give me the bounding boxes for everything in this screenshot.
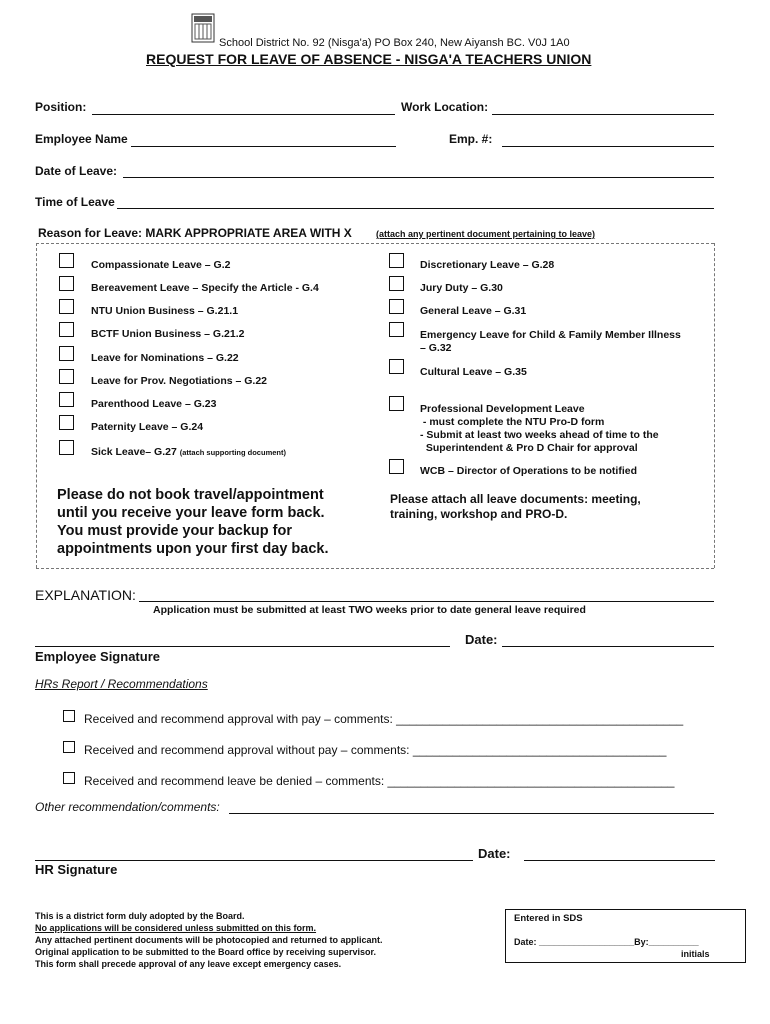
employee-date-label: Date: — [465, 632, 498, 647]
nominations-checkbox[interactable] — [59, 346, 74, 361]
sds-date-by: Date: ___________________By:__________ — [514, 937, 699, 947]
form-title: REQUEST FOR LEAVE OF ABSENCE - NISGA'A TEACHERS UNION — [146, 51, 592, 67]
hr-date-field[interactable] — [524, 860, 715, 861]
reason-frame-right — [714, 243, 715, 568]
reason-frame-bottom — [36, 568, 714, 569]
position-field[interactable] — [92, 114, 395, 115]
prod-leave-option-line3: - Submit at least two weeks ahead of time to the — [420, 429, 659, 441]
discretionary-checkbox[interactable] — [389, 253, 404, 268]
emergency-leave-option-line1: Emergency Leave for Child & Family Member Illness — [420, 329, 681, 341]
attach-note-line1: Please attach all leave documents: meeting, — [390, 492, 641, 506]
footer-line5: This form shall precede approval of any leave except emergency cases. — [35, 959, 342, 969]
reason-label: Reason for Leave: MARK APPROPRIATE AREA WITH X — [38, 226, 352, 240]
footer-line3: Any attached pertinent documents will be photocopied and returned to applicant. — [35, 935, 383, 945]
bctf-union-checkbox[interactable] — [59, 322, 74, 337]
approve-with-pay-option: Received and recommend approval with pay – comments: ___________________________________________ — [84, 712, 684, 726]
approve-without-pay-checkbox[interactable] — [63, 741, 75, 753]
prod-leave-option-line2: - must complete the NTU Pro-D form — [420, 416, 605, 428]
paternity-checkbox[interactable] — [59, 415, 74, 430]
district-logo — [191, 13, 215, 43]
negotiations-checkbox[interactable] — [59, 369, 74, 384]
time-of-leave-field[interactable] — [117, 208, 714, 209]
time-of-leave-label: Time of Leave — [35, 195, 115, 209]
negotiations-option: Leave for Prov. Negotiations – G.22 — [91, 375, 268, 387]
wcb-option: WCB – Director of Operations to be notified — [420, 465, 638, 477]
employee-signature-field[interactable] — [35, 646, 450, 647]
approve-without-pay-option: Received and recommend approval without pay – comments: ______________________________________ — [84, 743, 667, 757]
parenthood-checkbox[interactable] — [59, 392, 74, 407]
explanation-label: EXPLANATION: — [35, 587, 136, 603]
date-of-leave-label: Date of Leave: — [35, 164, 118, 178]
prod-leave-option-line1: Professional Development Leave — [420, 403, 585, 415]
compassionate-checkbox[interactable] — [59, 253, 74, 268]
booking-warning-line1: Please do not book travel/appointment — [57, 487, 324, 503]
ntu-union-checkbox[interactable] — [59, 299, 74, 314]
approve-with-pay-checkbox[interactable] — [63, 710, 75, 722]
sick-leave-label: Sick Leave– G.27 — [91, 446, 177, 458]
hr-date-label: Date: — [478, 846, 511, 861]
cultural-leave-option: Cultural Leave – G.35 — [420, 366, 527, 378]
sds-title: Entered in SDS — [514, 913, 583, 924]
hr-signature-label: HR Signature — [35, 862, 118, 877]
booking-warning-line4: appointments upon your first day back. — [57, 541, 329, 557]
hr-heading: HRs Report / Recommendations — [35, 677, 208, 691]
cultural-leave-checkbox[interactable] — [389, 359, 404, 374]
footer-line4: Original application to be submitted to the Board office by receiving supervisor. — [35, 947, 377, 957]
compassionate-option: Compassionate Leave – G.2 — [91, 259, 231, 271]
emergency-leave-option-line2: – G.32 — [420, 342, 452, 354]
reason-note: (attach any pertinent document pertaining to leave) — [376, 229, 596, 239]
work-location-field[interactable] — [492, 114, 714, 115]
wcb-checkbox[interactable] — [389, 459, 404, 474]
emp-number-field[interactable] — [502, 146, 714, 147]
other-comments-label: Other recommendation/comments: — [35, 800, 220, 814]
prod-leave-checkbox[interactable] — [389, 396, 404, 411]
date-of-leave-field[interactable] — [123, 177, 714, 178]
booking-warning-line2: until you receive your leave form back. — [57, 505, 325, 521]
ntu-union-option: NTU Union Business – G.21.1 — [91, 305, 239, 317]
emergency-leave-checkbox[interactable] — [389, 322, 404, 337]
employee-signature-label: Employee Signature — [35, 649, 160, 664]
work-location-label: Work Location: — [401, 100, 489, 114]
bereavement-option: Bereavement Leave – Specify the Article - G.4 — [91, 282, 319, 294]
employee-name-label: Employee Name — [35, 132, 128, 146]
prod-leave-option-line4: Superintendent & Pro D Chair for approval — [420, 442, 638, 454]
general-leave-checkbox[interactable] — [389, 299, 404, 314]
sick-leave-option — [91, 446, 286, 459]
deny-option: Received and recommend leave be denied – comments: ___________________________________________ — [84, 774, 675, 788]
paternity-option: Paternity Leave – G.24 — [91, 421, 204, 433]
hr-signature-field[interactable] — [35, 860, 473, 861]
parenthood-option: Parenthood Leave – G.23 — [91, 398, 217, 410]
bctf-union-option: BCTF Union Business – G.21.2 — [91, 328, 245, 340]
attach-note-line2: training, workshop and PRO-D. — [390, 507, 568, 521]
nominations-option: Leave for Nominations – G.22 — [91, 352, 239, 364]
emp-number-label: Emp. #: — [449, 132, 493, 146]
bereavement-checkbox[interactable] — [59, 276, 74, 291]
jury-duty-option: Jury Duty – G.30 — [420, 282, 503, 294]
sick-leave-note: (attach supporting document) — [179, 448, 286, 457]
booking-warning-line3: You must provide your backup for — [57, 523, 292, 539]
other-comments-field[interactable] — [229, 813, 714, 814]
discretionary-option: Discretionary Leave – G.28 — [420, 259, 555, 271]
district-address: School District No. 92 (Nisga'a) PO Box 240, New Aiyansh BC. V0J 1A0 — [219, 37, 570, 49]
employee-name-field[interactable] — [131, 146, 396, 147]
position-label: Position: — [35, 100, 87, 114]
jury-duty-checkbox[interactable] — [389, 276, 404, 291]
reason-frame-top — [36, 243, 714, 244]
footer-line1: This is a district form duly adopted by the Board. — [35, 911, 245, 921]
general-leave-option: General Leave – G.31 — [420, 305, 527, 317]
explanation-note: Application must be submitted at least TWO weeks prior to date general leave required — [153, 604, 586, 616]
sds-initials-label: initials — [681, 949, 710, 959]
deny-checkbox[interactable] — [63, 772, 75, 784]
employee-date-field[interactable] — [502, 646, 714, 647]
footer-line2: No applications will be considered unless submitted on this form. — [35, 923, 317, 933]
explanation-field[interactable] — [139, 601, 714, 602]
sick-leave-checkbox[interactable] — [59, 440, 74, 455]
reason-frame-left — [36, 243, 37, 568]
